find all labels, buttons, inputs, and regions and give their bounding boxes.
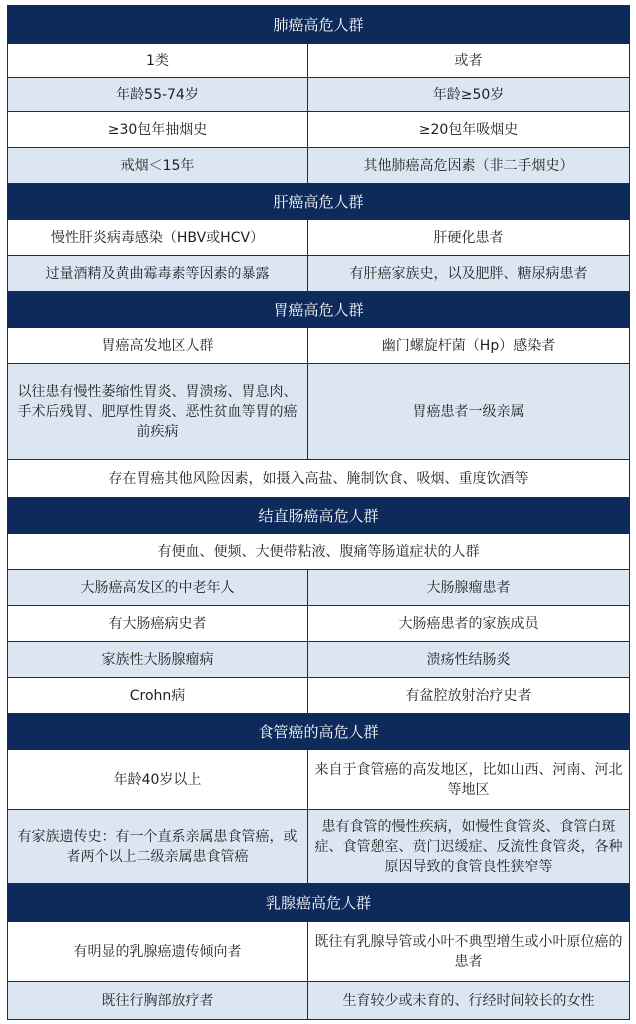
table-cell: 生育较少或未育的、行经时间较长的女性: [308, 982, 630, 1020]
table-cell: 以往患有慢性萎缩性胃炎、胃溃疡、胃息肉、手术后残胃、肥厚性胃炎、恶性贫血等胃的癌前疾病: [8, 364, 308, 460]
table-cell: 其他肺癌高危因素（非二手烟史）: [308, 148, 630, 184]
table-cell: 既往有乳腺导管或小叶不典型增生或小叶原位癌的患者: [308, 922, 630, 982]
section-title: 食管癌的高危人群: [8, 714, 630, 750]
table-cell: 1类: [8, 44, 308, 78]
table-cell: 来自于食管癌的高发地区，比如山西、河南、河北等地区: [308, 750, 630, 810]
table-row: [8, 534, 630, 570]
section-header-lung: [8, 6, 630, 44]
table-row: [8, 606, 630, 642]
table-cell: 家族性大肠腺瘤病: [8, 642, 308, 678]
section-title: 结直肠癌高危人群: [8, 498, 630, 534]
table-cell: 慢性肝炎病毒感染（HBV或HCV）: [8, 220, 308, 256]
table-row: [8, 460, 630, 498]
table-cell: 患有食管的慢性疾病，如慢性食管炎、食管白斑症、食管憩室、贲门迟缓症、反流性食管炎，各种原因导致的食管良性狭窄等: [308, 810, 630, 884]
table-cell: 过量酒精及黄曲霉毒素等因素的暴露: [8, 256, 308, 292]
table-row: [8, 328, 630, 364]
table-cell: 年龄55-74岁: [8, 78, 308, 112]
table-row: [8, 982, 630, 1020]
section-header-colorectal: [8, 498, 630, 534]
table-row: [8, 810, 630, 884]
table-cell: 胃癌患者一级亲属: [308, 364, 630, 460]
table-row: [8, 750, 630, 810]
table-cell: 肝硬化患者: [308, 220, 630, 256]
table-cell: 大肠腺瘤患者: [308, 570, 630, 606]
table-row: [8, 570, 630, 606]
table-row: [8, 364, 630, 460]
table-cell: 幽门螺旋杆菌（Hp）感染者: [308, 328, 630, 364]
table-cell: 溃疡性结肠炎: [308, 642, 630, 678]
table-cell: 或者: [308, 44, 630, 78]
table-cell: 年龄≥50岁: [308, 78, 630, 112]
section-title: 胃癌高危人群: [8, 292, 630, 328]
section-title: 肺癌高危人群: [8, 6, 630, 44]
table-cell: 既往行胸部放疗者: [8, 982, 308, 1020]
table-row: [8, 256, 630, 292]
table-cell: 有家族遗传史：有一个直系亲属患食管癌，或者两个以上二级亲属患食管癌: [8, 810, 308, 884]
table-row: [8, 44, 630, 78]
section-title: 乳腺癌高危人群: [8, 884, 630, 922]
table-row: [8, 642, 630, 678]
table-cell: 有便血、便频、大便带粘液、腹痛等肠道症状的人群: [8, 534, 630, 570]
table-cell: ≥30包年抽烟史: [8, 112, 308, 148]
section-header-liver: [8, 184, 630, 220]
table-row: [8, 678, 630, 714]
table-row: [8, 148, 630, 184]
table-cell: 存在胃癌其他风险因素，如摄入高盐、腌制饮食、吸烟、重度饮酒等: [8, 460, 630, 498]
table-cell: 戒烟＜15年: [8, 148, 308, 184]
section-title: 肝癌高危人群: [8, 184, 630, 220]
table-row: [8, 78, 630, 112]
table-cell: 大肠癌高发区的中老年人: [8, 570, 308, 606]
table-cell: 有大肠癌病史者: [8, 606, 308, 642]
table-cell: 有盆腔放射治疗史者: [308, 678, 630, 714]
table-cell: 年龄40岁以上: [8, 750, 308, 810]
table-row: [8, 922, 630, 982]
table-cell: 有明显的乳腺癌遗传倾向者: [8, 922, 308, 982]
table-row: [8, 220, 630, 256]
section-header-breast: [8, 884, 630, 922]
section-header-stomach: [8, 292, 630, 328]
table-cell: ≥20包年吸烟史: [308, 112, 630, 148]
table-cell: Crohn病: [8, 678, 308, 714]
high-risk-groups-table: [7, 5, 630, 1020]
table-row: [8, 112, 630, 148]
table-cell: 胃癌高发地区人群: [8, 328, 308, 364]
table-cell: 有肝癌家族史，以及肥胖、糖尿病患者: [308, 256, 630, 292]
table-cell: 大肠癌患者的家族成员: [308, 606, 630, 642]
section-header-esophagus: [8, 714, 630, 750]
